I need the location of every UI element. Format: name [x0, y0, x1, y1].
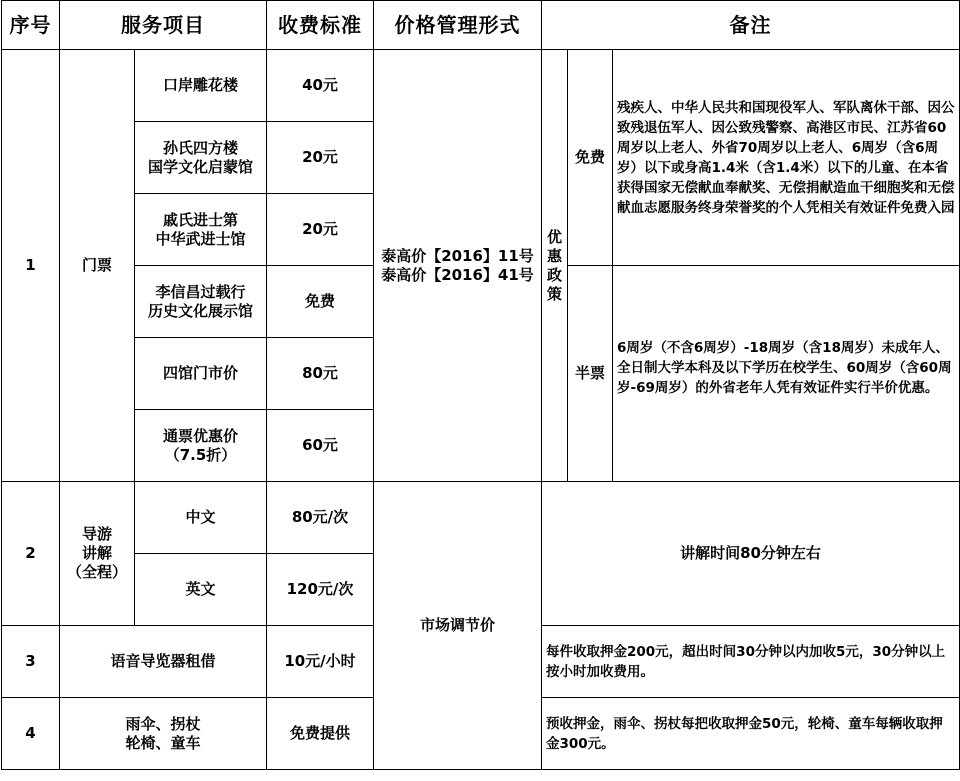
table-row [2, 50, 960, 122]
sub-item-cell [135, 266, 267, 338]
header-fee: 收费标准 [267, 1, 374, 50]
fee-cell: 10元/小时 [267, 626, 374, 698]
sub-item-cell [135, 194, 267, 266]
pricing-cell [374, 50, 542, 482]
sub-item-cell: 英文 [135, 554, 267, 626]
sub-item-cell [135, 50, 267, 122]
header-item: 服务项目 [60, 1, 267, 50]
item-cell: 语音导览器租借 [60, 626, 267, 698]
sub-item-line: 口岸雕花楼 [162, 76, 238, 94]
item-cell: 门票 [60, 50, 135, 482]
item-cell [60, 482, 135, 626]
free-label-cell: 免费 [568, 50, 613, 266]
sub-item-line: 中华武进士馆 [155, 229, 246, 248]
seq-cell: 4 [2, 698, 60, 770]
half-note-cell: 6周岁（不含6周岁）-18周岁（含18周岁）未成年人、全日制大学本科及以下学历在校学生、60周岁（含60周岁-69周岁）的外省老年人凭有效证件实行半价优惠。 [613, 266, 960, 482]
sub-item-cell [135, 122, 267, 194]
sub-item-cell: 中文 [135, 482, 267, 554]
fee-cell: 免费 [267, 266, 374, 338]
header-seq: 序号 [2, 1, 60, 50]
note-cell: 讲解时间80分钟左右 [542, 482, 960, 626]
sub-item-line: 四馆门市价 [162, 364, 238, 382]
pricing-line: 泰高价【2016】11号 [381, 246, 534, 265]
item-cell [60, 698, 267, 770]
fee-cell: 80元/次 [267, 482, 374, 554]
item-line: 雨伞、拐杖 [125, 714, 201, 733]
sub-item-line: 历史文化展示馆 [147, 301, 253, 320]
free-note-cell: 残疾人、中华人民共和国现役军人、军队离休干部、因公致残退伍军人、因公致残警察、高港区市民、江苏省60周岁以上老人、外省70周岁以上老人、6周岁（含6周岁）以下或身高1.4米（含1.4米）以下的儿童、在本省获得国家无偿献血奉献奖、无偿捐献造血干细胞奖和无偿献血志愿服务终身荣誉奖的个人凭相关有效证件免费入园 [613, 50, 960, 266]
sub-item-line: 国学文化启蒙馆 [147, 157, 253, 176]
item-line: 轮椅、童车 [125, 733, 201, 752]
sub-item-cell [135, 410, 267, 482]
sub-item-line: 孙氏四方楼 [162, 138, 238, 157]
item-line: （全程） [66, 563, 127, 581]
fee-cell: 60元 [267, 410, 374, 482]
sub-item-line: 通票优惠价 [162, 426, 238, 445]
fee-cell: 20元 [267, 194, 374, 266]
policy-label: 优惠政策 [547, 227, 563, 303]
pricing-line: 泰高价【2016】41号 [381, 265, 534, 284]
seq-cell: 1 [2, 50, 60, 482]
note-cell: 每件收取押金200元，超出时间30分钟以内加收5元，30分钟以上按小时加收费用。 [542, 626, 960, 698]
seq-cell: 2 [2, 482, 60, 626]
table-row [2, 482, 960, 554]
item-line: 讲解 [81, 544, 112, 562]
fee-cell: 120元/次 [267, 554, 374, 626]
header-row [2, 1, 960, 50]
fee-cell: 免费提供 [267, 698, 374, 770]
sub-item-line: 李信昌过载行 [155, 282, 246, 301]
header-pricing: 价格管理形式 [374, 1, 542, 50]
policy-label-cell [542, 50, 568, 482]
sub-item-cell [135, 338, 267, 410]
fee-cell: 80元 [267, 338, 374, 410]
sub-item-line: 戚氏进士第 [162, 210, 238, 229]
pricing-cell: 市场调节价 [374, 482, 542, 770]
seq-cell: 3 [2, 626, 60, 698]
sub-item-line: （7.5折） [164, 445, 237, 464]
item-line: 导游 [81, 525, 112, 543]
price-table [1, 0, 960, 770]
note-cell: 预收押金，雨伞、拐杖每把收取押金50元，轮椅、童车每辆收取押金300元。 [542, 698, 960, 770]
half-label-cell: 半票 [568, 266, 613, 482]
fee-cell: 40元 [267, 50, 374, 122]
fee-cell: 20元 [267, 122, 374, 194]
header-remark: 备注 [542, 1, 960, 50]
